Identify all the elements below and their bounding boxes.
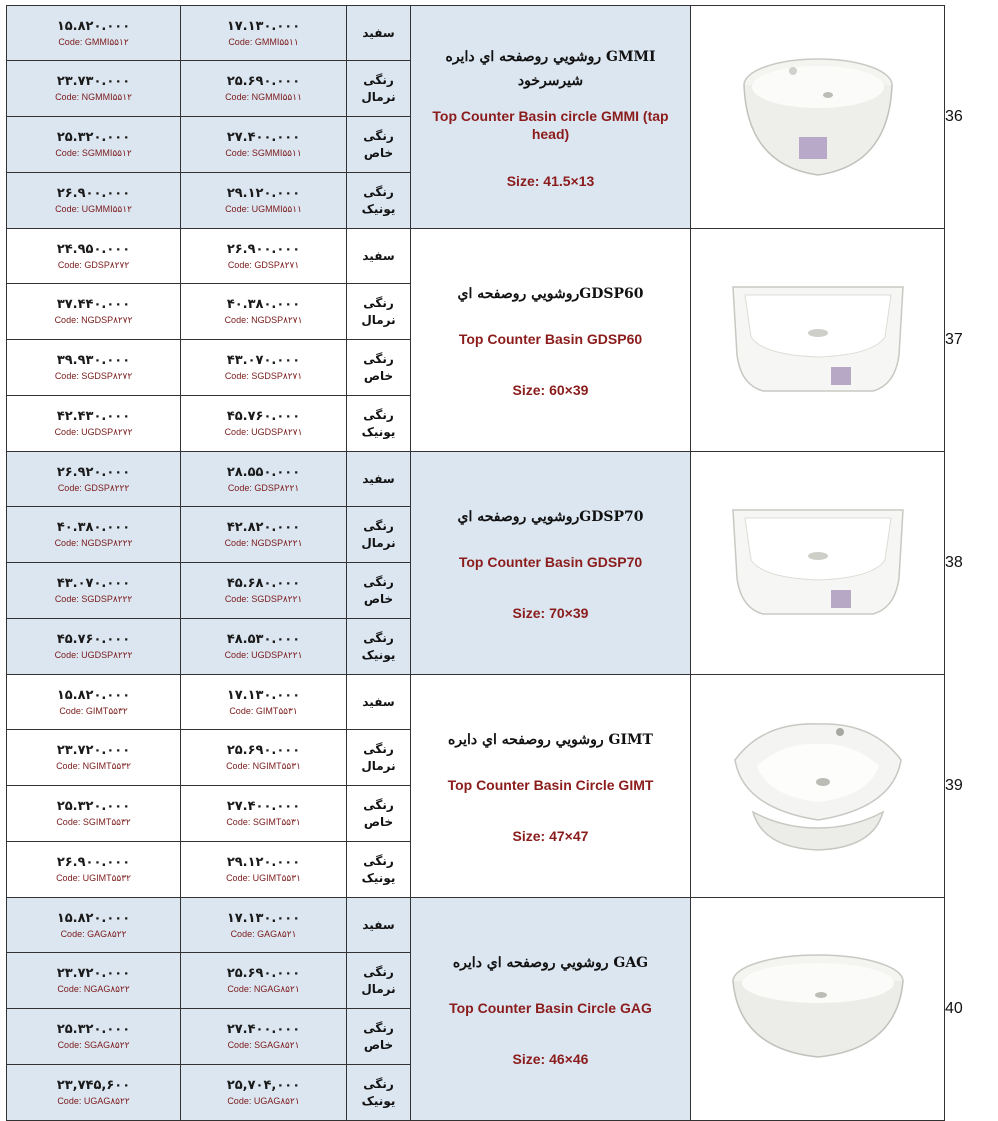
product-code: Code: GIMT۵۵۳۲ [59,705,128,716]
color-label-text: رنگی [363,184,394,199]
product-code: Code: NGDSP۸۲۲۲ [54,538,133,548]
price-cell-secondary [7,229,181,284]
color-label-text: یونیک [361,647,396,662]
color-label [347,1009,411,1065]
color-label-text: رنگی [363,741,394,756]
price-amount: ۲۷.۴۰۰.۰۰۰ [226,1022,301,1037]
product-number-text: 38 [945,554,963,571]
price-cell-primary [181,619,347,675]
price-amount: ۴۲.۸۲۰.۰۰۰ [226,520,301,535]
price-amount: ۲۸.۵۵۰.۰۰۰ [226,464,301,480]
color-label [347,61,411,117]
color-label-text: رنگی [363,72,394,87]
color-label [347,229,411,284]
price-amount: ۲۵.۶۹۰.۰۰۰ [226,743,301,758]
price-amount: ۲۵.۳۲۰.۰۰۰ [56,799,131,814]
color-label-text: رنگی [363,518,394,533]
price-amount: ۲۵.۳۲۰.۰۰۰ [56,1022,131,1037]
price-cell-primary [181,452,347,507]
price-amount: ۴۳.۰۷۰.۰۰۰ [226,353,301,368]
color-label-text: سفید [362,917,395,932]
product-code: Code: UGAG۸۵۲۲ [57,1096,130,1106]
color-label-text: رنگی [363,128,394,143]
product-description [411,229,691,452]
price-amount: ۳۹.۹۳۰.۰۰۰ [56,353,131,368]
product-code: Code: SGMMI۵۵۱۱ [225,148,302,158]
color-label-text: خاص [363,814,394,829]
table-row [7,229,945,284]
product-image [723,498,913,628]
price-amount: ۲۶.۹۲۰.۰۰۰ [56,464,131,480]
product-size: Size: 47×47 [512,828,589,844]
color-label-text: نرمال [361,312,396,327]
product-size: Size: 60×39 [512,382,589,398]
color-label-text: رنگی [363,295,394,310]
product-description [411,6,691,229]
color-label-text: رنگی [363,351,394,366]
product-code: Code: UGIMT۵۵۳۲ [56,873,131,883]
price-cell-primary [181,229,347,284]
product-code: Code: GIMT۵۵۳۱ [229,705,298,716]
price-cell-primary [181,675,347,730]
color-label [347,619,411,675]
price-cell-secondary [7,173,181,229]
product-code: Code: SGAG۸۵۲۱ [227,1040,300,1050]
price-cell-secondary [7,898,181,953]
product-name-fa: روشويي روصفحه اي دايره GMMI [445,49,656,65]
product-code: Code: GMMI۵۵۱۲ [58,36,129,47]
product-size: Size: 70×39 [512,605,589,621]
price-cell-secondary [7,452,181,507]
product-code: Code: UGDSP۸۲۷۱ [224,427,303,437]
color-label [347,284,411,340]
product-code: Code: GAG۸۵۲۱ [230,928,297,939]
product-code: Code: NGAG۸۵۲۱ [227,984,300,994]
product-number-text: 37 [945,331,963,348]
product-name-fa: روشويي روصفحه اي دايره GIMT [448,732,653,748]
product-name-en: Top Counter Basin Circle GAG [449,1000,652,1016]
product-name-en: Top Counter Basin circle GMMI (tap head) [432,108,669,142]
product-code: Code: SGAG۸۵۲۲ [57,1040,130,1050]
price-amount: ۲۹.۱۲۰.۰۰۰ [226,855,301,870]
product-size: Size: 41.5×13 [506,173,595,189]
product-code: Code: UGMMI۵۵۱۲ [55,204,132,214]
table-row [7,898,945,953]
color-label-text: نرمال [361,981,396,996]
price-cell-secondary [7,340,181,396]
color-label-text: سفید [362,248,395,263]
price-cell-secondary [7,61,181,117]
color-label-text: رنگی [363,630,394,645]
color-label-text: رنگی [363,1076,394,1091]
product-number-text: 40 [945,1000,963,1017]
price-amount: ۲۶.۹۰۰.۰۰۰ [56,186,131,201]
price-cell-primary [181,1065,347,1121]
product-image [733,47,903,187]
price-amount: ۱۵.۸۲۰.۰۰۰ [56,18,131,34]
color-label-text: خاص [363,368,394,383]
product-code: Code: GDSP۸۲۷۱ [227,259,300,270]
price-cell-primary [181,730,347,786]
color-label [347,340,411,396]
product-number-text: 39 [945,777,963,794]
color-label-text: رنگی [363,407,394,422]
price-amount: ۱۷.۱۳۰.۰۰۰ [226,18,301,34]
price-cell-primary [181,842,347,898]
price-cell-secondary [7,1065,181,1121]
product-code: Code: NGIMT۵۵۳۱ [226,761,301,771]
price-amount: ۲۹.۱۲۰.۰۰۰ [226,186,301,201]
price-cell-secondary [7,507,181,563]
price-cell-secondary [7,563,181,619]
color-label [347,1065,411,1121]
price-cell-secondary [7,117,181,173]
color-label [347,396,411,452]
color-label [347,563,411,619]
product-size: Size: 46×46 [512,1051,589,1067]
product-image [723,716,913,856]
color-label [347,842,411,898]
table-row [7,675,945,730]
color-label-text: یونیک [361,1093,396,1108]
product-code: Code: UGIMT۵۵۳۱ [226,873,301,883]
price-cell-primary [181,953,347,1009]
product-code: Code: UGMMI۵۵۱۱ [225,204,302,214]
price-amount: ۴۵.۶۸۰.۰۰۰ [226,576,301,591]
color-label-text: رنگی [363,853,394,868]
product-number-text: 36 [945,108,963,125]
price-cell-secondary [7,284,181,340]
product-code: Code: UGDSP۸۲۲۲ [54,650,133,660]
product-code: Code: GMMI۵۵۱۱ [228,36,299,47]
product-description [411,452,691,675]
product-code: Code: SGDSP۸۲۲۱ [224,594,303,604]
price-cell-primary [181,173,347,229]
color-label [347,675,411,730]
color-label-text: سفید [362,694,395,709]
price-amount: ۴۰.۳۸۰.۰۰۰ [56,520,131,535]
product-code: Code: NGMMI۵۵۱۱ [225,92,302,102]
price-cell-secondary [7,619,181,675]
product-code: Code: GDSP۸۲۲۲ [57,482,130,493]
price-amount: ۲۵.۶۹۰.۰۰۰ [226,966,301,981]
price-amount: ۲۵,۷۰۴,۰۰۰ [226,1078,301,1093]
product-code: Code: NGDSP۸۲۲۱ [224,538,303,548]
product-image-cell [691,452,945,675]
color-label-text: نرمال [361,758,396,773]
product-name-fa: روشويي روصفحه ايGDSP70 [457,509,644,525]
price-amount: ۴۰.۳۸۰.۰۰۰ [226,297,301,312]
price-cell-primary [181,563,347,619]
color-label-text: نرمال [361,535,396,550]
price-amount: ۲۷.۴۰۰.۰۰۰ [226,799,301,814]
color-label-text: خاص [363,1037,394,1052]
product-name-fa-line2: شيرسرخود [517,73,584,89]
product-image-cell [691,898,945,1121]
price-amount: ۴۳.۰۷۰.۰۰۰ [56,576,131,591]
price-amount: ۱۵.۸۲۰.۰۰۰ [56,687,131,703]
price-cell-secondary [7,730,181,786]
product-code: Code: SGIMT۵۵۳۱ [226,817,301,827]
price-cell-secondary [7,953,181,1009]
price-cell-primary [181,61,347,117]
color-label [347,173,411,229]
color-label [347,452,411,507]
product-image [723,275,913,405]
color-label [347,117,411,173]
price-amount: ۴۸.۵۳۰.۰۰۰ [226,632,301,647]
color-label-text: رنگی [363,1020,394,1035]
product-code: Code: UGDSP۸۲۲۱ [224,650,303,660]
price-cell-secondary [7,1009,181,1065]
price-cell-primary [181,6,347,61]
product-name-en: Top Counter Basin GDSP70 [458,554,643,570]
price-amount: ۲۵.۶۹۰.۰۰۰ [226,74,301,89]
product-code: Code: NGAG۸۵۲۲ [57,984,130,994]
product-code: Code: UGAG۸۵۲۱ [227,1096,300,1106]
price-cell-primary [181,284,347,340]
price-amount: ۳۷.۴۴۰.۰۰۰ [56,297,131,312]
price-cell-primary [181,1009,347,1065]
color-label-text: سفید [362,25,395,40]
color-label-text: سفید [362,471,395,486]
product-image-cell [691,6,945,229]
color-label-text: رنگی [363,964,394,979]
color-label-text: نرمال [361,89,396,104]
product-image-cell [691,675,945,898]
price-amount: ۱۷.۱۳۰.۰۰۰ [226,687,301,703]
price-amount: ۲۶.۹۰۰.۰۰۰ [226,241,301,257]
product-code: Code: SGIMT۵۵۳۲ [56,817,131,827]
price-amount: ۲۳.۷۲۰.۰۰۰ [56,743,131,758]
price-amount: ۲۵.۳۲۰.۰۰۰ [56,130,131,145]
price-cell-secondary [7,396,181,452]
price-cell-primary [181,786,347,842]
price-amount: ۲۳.۷۳۰.۰۰۰ [56,74,131,89]
price-cell-secondary [7,6,181,61]
product-name-en: Top Counter Basin Circle GIMT [447,777,654,793]
color-label-text: یونیک [361,424,396,439]
color-label [347,898,411,953]
table-row [7,6,945,61]
price-amount: ۴۵.۷۶۰.۰۰۰ [226,409,301,424]
color-label-text: یونیک [361,870,396,885]
product-name-fa: روشويي روصفحه ايGDSP60 [457,286,644,302]
price-cell-primary [181,898,347,953]
product-image-cell [691,229,945,452]
price-amount: ۴۵.۷۶۰.۰۰۰ [56,632,131,647]
color-label-text: رنگی [363,574,394,589]
color-label [347,6,411,61]
product-description [411,675,691,898]
price-amount: ۲۷.۴۰۰.۰۰۰ [226,130,301,145]
product-code: Code: NGDSP۸۲۷۱ [224,315,303,325]
price-list-table [6,5,963,1121]
product-name-en: Top Counter Basin GDSP60 [458,331,643,347]
product-code: Code: NGMMI۵۵۱۲ [55,92,132,102]
product-code: Code: SGDSP۸۲۷۱ [224,371,303,381]
product-code: Code: NGDSP۸۲۷۲ [54,315,133,325]
product-code: Code: SGMMI۵۵۱۲ [55,148,132,158]
product-description [411,898,691,1121]
color-label-text: یونیک [361,201,396,216]
price-amount: ۱۵.۸۲۰.۰۰۰ [56,910,131,926]
product-name-fa: روشويي روصفحه اي دايره GAG [452,955,649,971]
price-amount: ۲۶.۹۰۰.۰۰۰ [56,855,131,870]
price-amount: ۲۳.۷۲۰.۰۰۰ [56,966,131,981]
product-code: Code: GAG۸۵۲۲ [60,928,127,939]
product-code: Code: GDSP۸۲۷۲ [57,259,130,270]
price-cell-secondary [7,675,181,730]
product-code: Code: GDSP۸۲۲۱ [227,482,300,493]
product-code: Code: UGDSP۸۲۷۲ [54,427,133,437]
price-amount: ۱۷.۱۳۰.۰۰۰ [226,910,301,926]
price-amount: ۲۴.۹۵۰.۰۰۰ [56,241,131,257]
color-label [347,786,411,842]
color-label-text: خاص [363,145,394,160]
color-label [347,507,411,563]
color-label-text: رنگی [363,797,394,812]
product-code: Code: NGIMT۵۵۳۲ [56,761,131,771]
price-cell-secondary [7,842,181,898]
product-image [723,949,913,1069]
table-row [7,452,945,507]
color-label-text: خاص [363,591,394,606]
price-cell-primary [181,340,347,396]
price-amount: ۴۲.۴۳۰.۰۰۰ [56,409,131,424]
price-cell-primary [181,117,347,173]
color-label [347,953,411,1009]
price-amount: ۲۳,۷۴۵,۶۰۰ [56,1078,131,1093]
price-cell-primary [181,396,347,452]
color-label [347,730,411,786]
product-code: Code: SGDSP۸۲۷۲ [54,371,133,381]
price-cell-primary [181,507,347,563]
product-code: Code: SGDSP۸۲۲۲ [54,594,133,604]
price-cell-secondary [7,786,181,842]
